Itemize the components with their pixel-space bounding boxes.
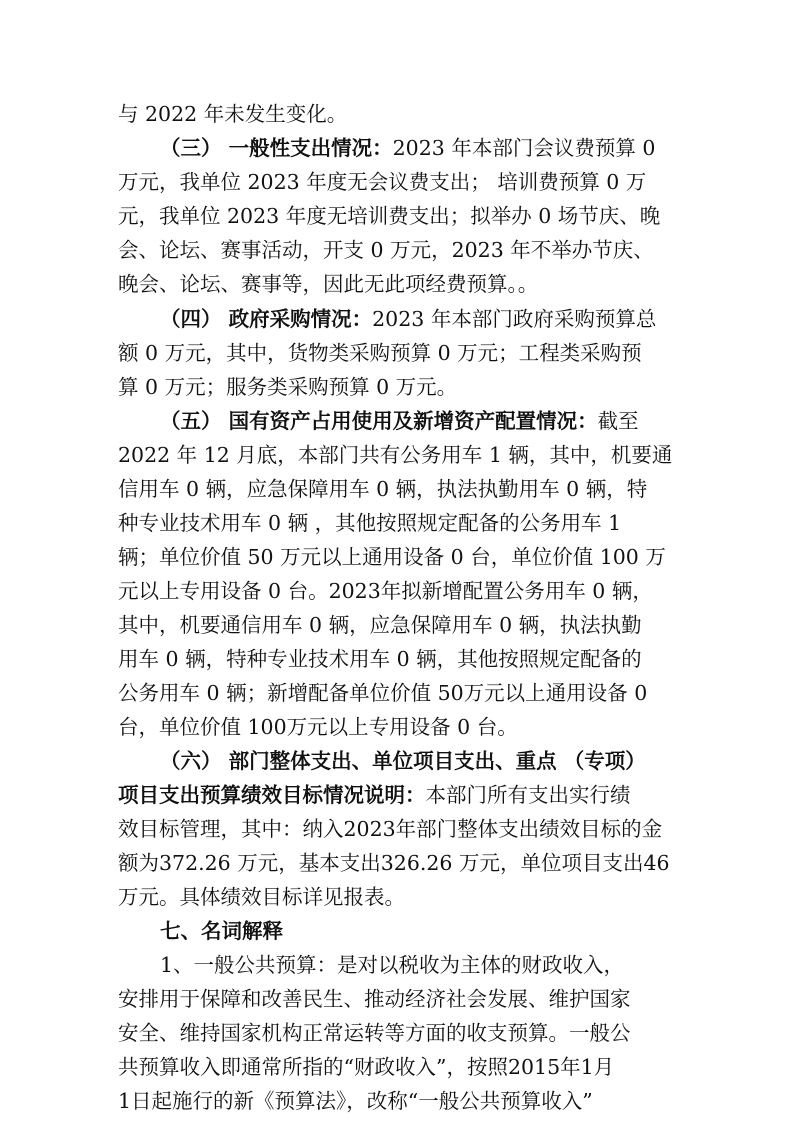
section-heading-6: （六） 部门整体支出、单位项目支出、重点 （专项） bbox=[160, 749, 646, 773]
text-line: 晚会、论坛、赛事等，因此无此项经费预算。。 bbox=[118, 272, 539, 296]
text-line: 算 0 万元；服务类采购预算 0 万元。 bbox=[118, 375, 458, 399]
text-line: 元以上专用设备 0 台。2023年拟新增配置公务用车 0 辆， bbox=[118, 579, 653, 603]
text-line: 1、一般公共预算：是对以税收为主体的财政收入， bbox=[160, 953, 625, 977]
text-line: 2022 年 12 月底，本部门共有公务用车 1 辆，其中，机要通 bbox=[118, 443, 673, 467]
text-line bbox=[160, 405, 793, 437]
text-line: 公务用车 0 辆；新增配备单位价值 50万元以上通用设备 0 bbox=[118, 681, 648, 705]
text-line: 共预算收入即通常所指的“财政收入”，按照2015年1月 bbox=[118, 1055, 615, 1079]
text-line: 信用车 0 辆，应急保障用车 0 辆，执法执勤用车 0 辆，特 bbox=[118, 477, 648, 501]
section-heading-6-cont: 项目支出预算绩效目标情况说明： bbox=[118, 783, 426, 807]
text-line: 元，我单位 2023 年度无培训费支出；拟举办 0 场节庆、晚 bbox=[118, 204, 661, 228]
text-line: 种专业技术用车 0 辆 ，其他按照规定配备的公务用车 1 bbox=[118, 511, 622, 535]
text-line bbox=[118, 779, 793, 811]
text-span: 2023 年本部门政府采购预算总 bbox=[372, 307, 657, 331]
text-line: 台，单位价值 100万元以上专用设备 0 台。 bbox=[118, 715, 518, 739]
text-line bbox=[160, 132, 793, 164]
section-heading-5: （五） 国有资产占用使用及新增资产配置情况： bbox=[160, 409, 598, 433]
text-line: 万元。具体绩效目标详见报表。 bbox=[118, 885, 405, 909]
text-line: 用车 0 辆，特种专业技术用车 0 辆，其他按照规定配备的 bbox=[118, 647, 642, 671]
text-line: 安排用于保障和改善民生、推动经济社会发展、维护国家 bbox=[118, 987, 631, 1011]
text-line bbox=[160, 303, 793, 335]
section-heading-3: （三） 一般性支出情况： bbox=[160, 136, 393, 160]
section-heading-4: （四） 政府采购情况： bbox=[160, 307, 373, 331]
text-span: 2023 年本部门会议费预算 0 bbox=[392, 136, 656, 160]
text-line: 安全、维持国家机构正常运转等方面的收支预算。一般公 bbox=[118, 1021, 631, 1045]
text-line: 会、论坛、赛事活动，开支 0 万元，2023 年不举办节庆、 bbox=[118, 238, 654, 262]
text-span: 本部门所有支出实行绩 bbox=[425, 783, 631, 807]
text-line: 1日起施行的新《预算法》，改称“一般公共预算收入” bbox=[118, 1089, 593, 1113]
text-line: 与 2022 年未发生变化。 bbox=[118, 102, 348, 126]
text-span: 截至 bbox=[597, 409, 639, 433]
text-line: 辆；单位价值 50 万元以上通用设备 0 台，单位价值 100 万 bbox=[118, 545, 666, 569]
text-line: 额为372.26 万元，基本支出326.26 万元，单位项目支出46 bbox=[118, 851, 670, 875]
section-heading-7: 七、名词解释 bbox=[160, 919, 283, 943]
text-line: 额 0 万元，其中，货物类采购预算 0 万元；工程类采购预 bbox=[118, 341, 642, 365]
text-line: 其中，机要通信用车 0 辆，应急保障用车 0 辆，执法执勤 bbox=[118, 613, 642, 637]
text-line: 效目标管理，其中：纳入2023年部门整体支出绩效目标的金 bbox=[118, 817, 663, 841]
text-line: 万元，我单位 2023 年度无会议费支出； 培训费预算 0 万 bbox=[118, 170, 647, 194]
